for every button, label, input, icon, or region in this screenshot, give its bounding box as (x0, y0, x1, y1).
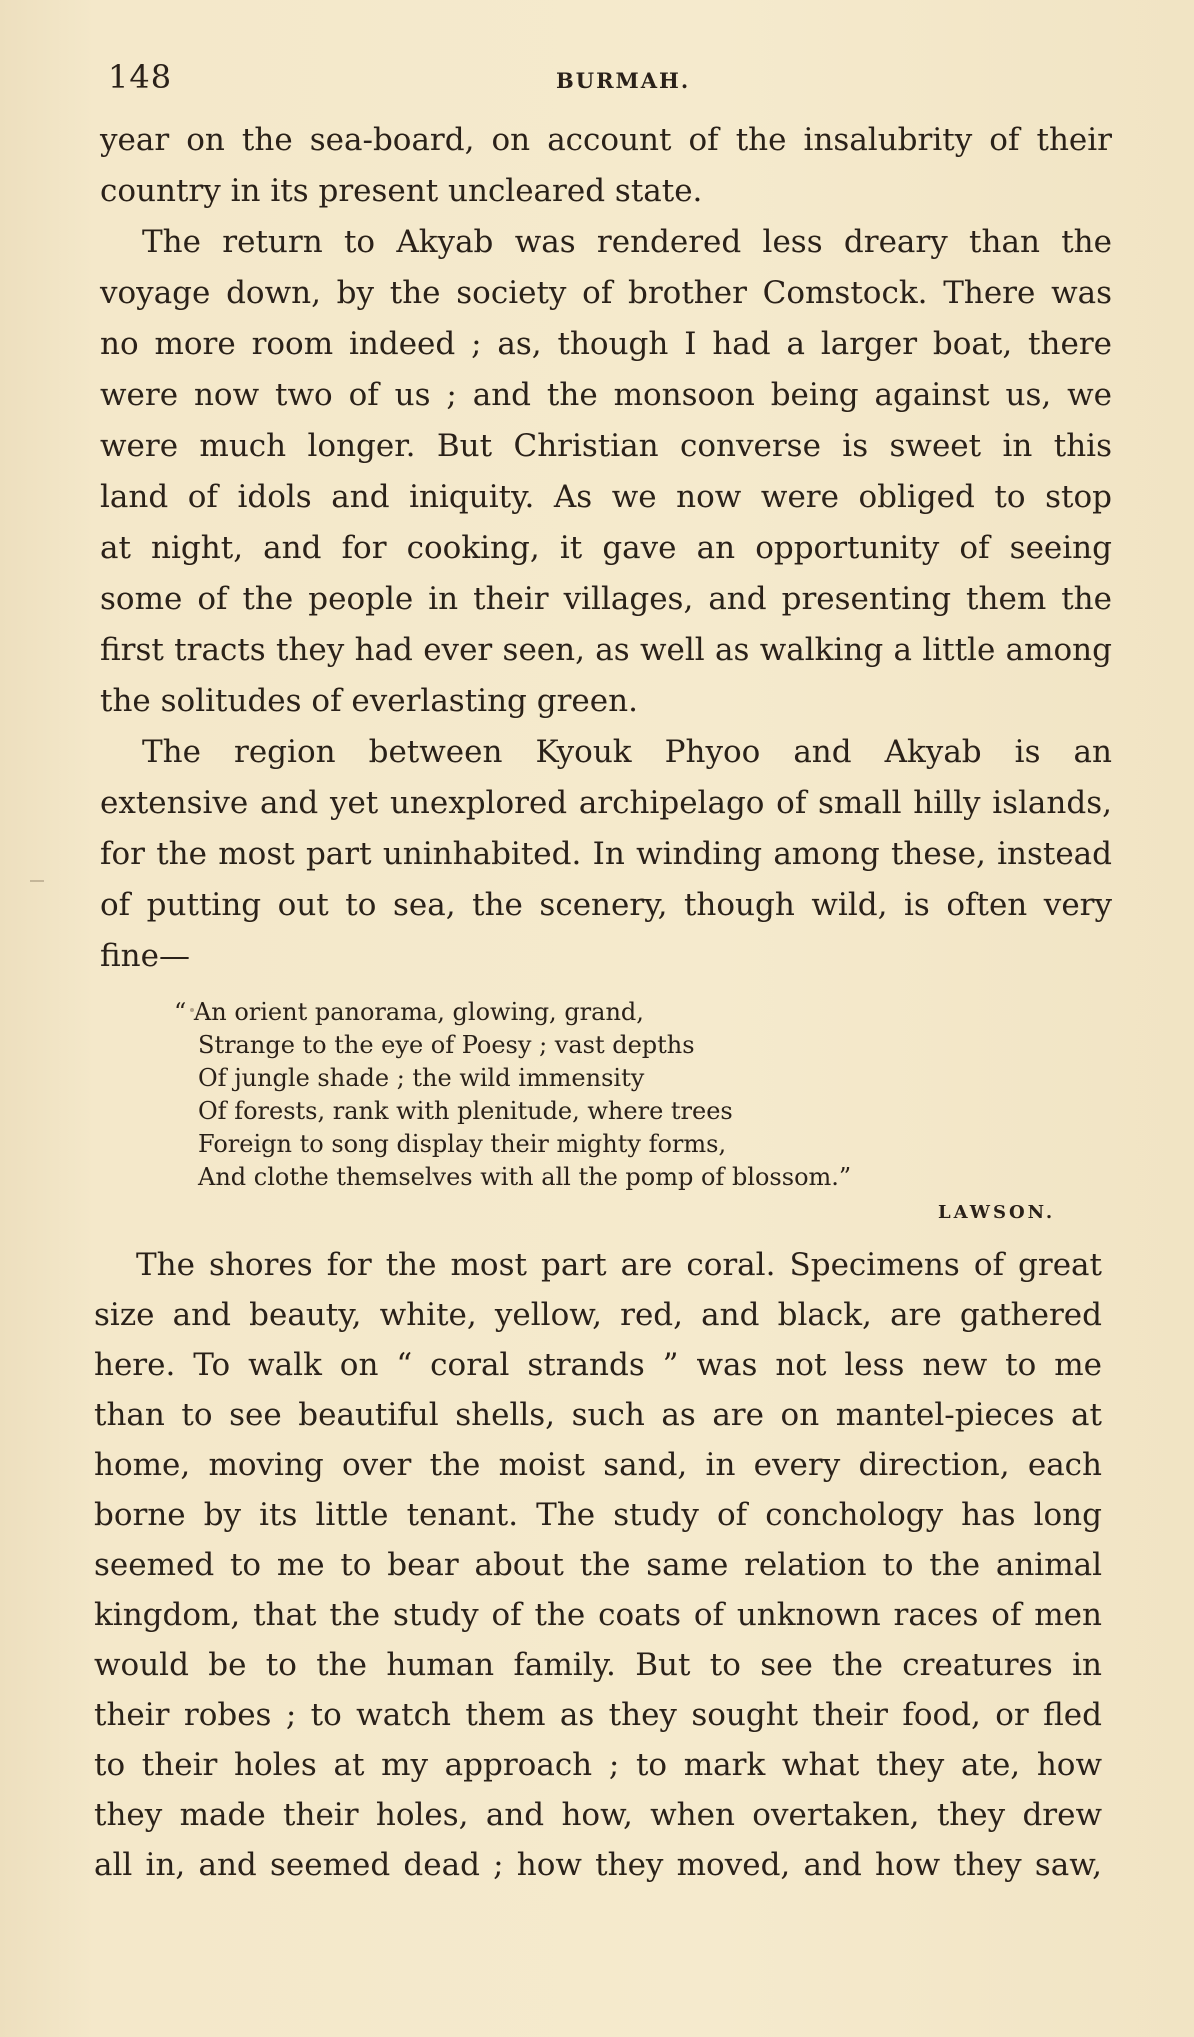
text-line: seemed to me to bear about the same relation to the animal (94, 1547, 1102, 1583)
text-line: their robes ; to watch them as they sought their food, or fled (94, 1697, 1102, 1733)
text-line: were now two of us ; and the monsoon being against us, we (100, 377, 1112, 413)
text-line: land of idols and iniquity. As we now were obliged to stop (100, 479, 1112, 515)
text-line: all in, and seemed dead ; how they moved, and how they saw, (94, 1847, 1102, 1883)
text-line: The region between Kyouk Phyoo and Akyab is an (142, 734, 1112, 770)
text-line: they made their holes, and how, when overtaken, they drew (94, 1797, 1102, 1833)
page-header (108, 58, 1098, 98)
text-line: kingdom, that the study of the coats of unknown races of men (94, 1597, 1102, 1633)
text-line: some of the people in their villages, and presenting them the (100, 581, 1112, 617)
text-line: fine— (100, 938, 190, 974)
text-line: The return to Akyab was rendered less dreary than the (142, 224, 1112, 260)
text-line: The shores for the most part are coral. Specimens of great (136, 1247, 1102, 1283)
text-line: of putting out to sea, the scenery, though wild, is often very (100, 887, 1112, 923)
text-line: to their holes at my approach ; to mark what they ate, how (94, 1747, 1102, 1783)
text-line: were much longer. But Christian converse is sweet in this (100, 428, 1112, 464)
text-line: borne by its little tenant. The study of conchology has long (94, 1497, 1102, 1533)
text-line: voyage down, by the society of brother Comstock. There was (100, 275, 1112, 311)
text-line: at night, and for cooking, it gave an opportunity of seeing (100, 530, 1112, 566)
text-line: no more room indeed ; as, though I had a larger boat, there (100, 326, 1112, 362)
text-line: size and beauty, white, yellow, red, and black, are gathered (94, 1297, 1102, 1333)
running-head: BURMAH. (556, 68, 691, 93)
page-number: 148 (108, 58, 173, 96)
poem-quotation (174, 996, 1078, 1194)
text-line: home, moving over the moist sand, in every direction, each (94, 1447, 1102, 1483)
text-line: first tracts they had ever seen, as well as walking a little among (100, 632, 1112, 668)
text-line: extensive and yet unexplored archipelago of small hilly islands, (100, 785, 1112, 821)
text-line: the solitudes of everlasting green. (100, 683, 638, 719)
poem-line: Strange to the eye of Poesy ; vast depths (198, 1031, 695, 1059)
text-line: country in its present uncleared state. (100, 173, 703, 209)
poem-line: And clothe themselves with all the pomp of blossom.” (198, 1163, 852, 1191)
poem-line: Of forests, rank with plenitude, where trees (198, 1097, 733, 1125)
text-line: for the most part uninhabited. In winding among these, instead (100, 836, 1112, 872)
body-text-upper (100, 115, 1112, 982)
poem-attribution: LAWSON. (938, 1202, 1056, 1223)
body-text-lower (94, 1240, 1102, 1890)
text-line: would be to the human family. But to see the creatures in (94, 1647, 1102, 1683)
poem-line: “ An orient panorama, glowing, grand, (174, 998, 644, 1026)
poem-line: Foreign to song display their mighty forms, (198, 1130, 727, 1158)
text-line: year on the sea-board, on account of the insalubrity of their (100, 122, 1112, 158)
text-line: than to see beautiful shells, such as are on mantel-pieces at (94, 1397, 1102, 1433)
margin-mark (30, 880, 44, 882)
poem-line: Of jungle shade ; the wild immensity (198, 1064, 645, 1092)
text-line: here. To walk on “ coral strands ” was not less new to me (94, 1347, 1102, 1383)
